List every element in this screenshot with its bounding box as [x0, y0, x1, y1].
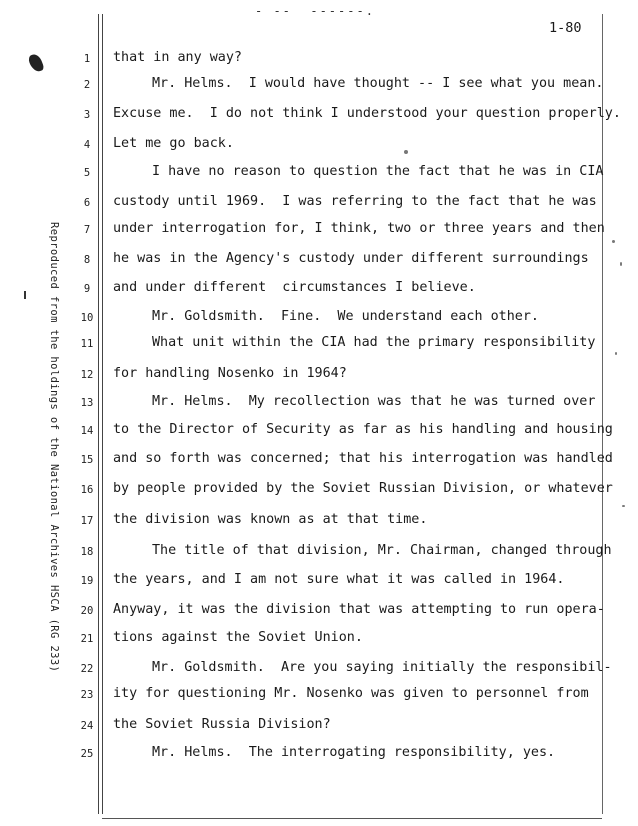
line-text: to the Director of Security as far as his handling and housing: [113, 422, 613, 437]
transcript-line: [0, 106, 638, 126]
line-text: by people provided by the Soviet Russian Division, or whatever: [113, 481, 613, 496]
line-number: 22: [80, 663, 94, 675]
transcript-line: [0, 630, 638, 650]
line-number: 24: [80, 720, 94, 732]
line-number: 21: [80, 633, 94, 645]
archive-side-note: Reproduced from the holdings of the National Archives HSCA (RG 233): [48, 222, 60, 673]
line-text: that in any way?: [113, 50, 242, 65]
line-number: 2: [83, 79, 91, 91]
line-number: 10: [80, 312, 94, 324]
line-text: What unit within the CIA had the primary responsibility: [152, 335, 596, 350]
line-text: The title of that division, Mr. Chairman, changed through: [152, 543, 612, 558]
line-number: 6: [83, 197, 91, 209]
transcript-line: [0, 512, 638, 532]
line-text: the Soviet Russia Division?: [113, 717, 331, 732]
transcript-line: [0, 543, 638, 563]
line-number: 23: [80, 689, 94, 701]
transcript-line: [0, 335, 638, 355]
line-text: Excuse me. I do not think I understood your question properly.: [113, 106, 621, 121]
line-text: and so forth was concerned; that his interrogation was handled: [113, 451, 613, 466]
line-number: 20: [80, 605, 94, 617]
line-number: 13: [80, 397, 94, 409]
line-text: Mr. Helms. The interrogating responsibility, yes.: [152, 745, 556, 760]
line-text: the division was known as at that time.: [113, 512, 428, 527]
bottom-rule: [102, 818, 602, 819]
transcript-line: [0, 164, 638, 184]
transcript-line: [0, 394, 638, 414]
line-number: 4: [83, 139, 91, 151]
transcript-line: [0, 221, 638, 241]
line-number: 11: [80, 338, 94, 350]
transcript-line: [0, 572, 638, 592]
transcript-line: [0, 451, 638, 471]
speck: [620, 262, 622, 266]
line-text: the years, and I am not sure what it was called in 1964.: [113, 572, 565, 587]
line-text: Let me go back.: [113, 136, 234, 151]
transcript-line: [0, 422, 638, 442]
line-text: Anyway, it was the division that was attempting to run opera-: [113, 602, 605, 617]
transcript-line: [0, 76, 638, 96]
speck: [615, 352, 617, 355]
line-text: under interrogation for, I think, two or three years and then: [113, 221, 605, 236]
line-text: custody until 1969. I was referring to the fact that he was: [113, 194, 597, 209]
line-text: Mr. Goldsmith. Are you saying initially the responsibil-: [152, 660, 612, 675]
page-number: 1-80: [549, 20, 582, 36]
line-number: 18: [80, 546, 94, 558]
line-text: he was in the Agency's custody under different surroundings: [113, 251, 589, 266]
line-number: 1: [83, 53, 91, 65]
line-number: 15: [80, 454, 94, 466]
line-number: 7: [83, 224, 91, 236]
transcript-line: [0, 309, 638, 329]
line-number: 3: [83, 109, 91, 121]
line-number: 9: [83, 283, 91, 295]
line-number: 17: [80, 515, 94, 527]
line-number: 16: [80, 484, 94, 496]
transcript-line: [0, 280, 638, 300]
transcript-line: [0, 686, 638, 706]
line-number: 25: [80, 748, 94, 760]
line-text: Mr. Helms. My recollection was that he was turned over: [152, 394, 596, 409]
header-fragment: - -- ------.: [255, 4, 375, 18]
line-text: tions against the Soviet Union.: [113, 630, 363, 645]
transcript-line: [0, 717, 638, 737]
transcript-line: [0, 602, 638, 622]
line-text: I have no reason to question the fact that he was in CIA: [152, 164, 604, 179]
line-number: 14: [80, 425, 94, 437]
transcript-line: [0, 745, 638, 765]
speck: [612, 240, 615, 243]
line-number: 12: [80, 369, 94, 381]
transcript-line: [0, 136, 638, 156]
speck: [622, 505, 625, 507]
transcript-line: [0, 251, 638, 271]
line-text: ity for questioning Mr. Nosenko was given to personnel from: [113, 686, 589, 701]
transcript-line: [0, 481, 638, 501]
line-number: 19: [80, 575, 94, 587]
line-number: 5: [83, 167, 91, 179]
transcript-line: [0, 50, 638, 70]
line-text: for handling Nosenko in 1964?: [113, 366, 347, 381]
transcript-line: [0, 366, 638, 386]
speck: [404, 150, 408, 154]
line-text: and under different circumstances I believe.: [113, 280, 476, 295]
line-number: 8: [83, 254, 91, 266]
line-text: Mr. Helms. I would have thought -- I see what you mean.: [152, 76, 604, 91]
transcript-line: [0, 194, 638, 214]
line-text: Mr. Goldsmith. Fine. We understand each other.: [152, 309, 539, 324]
transcript-line: [0, 660, 638, 680]
